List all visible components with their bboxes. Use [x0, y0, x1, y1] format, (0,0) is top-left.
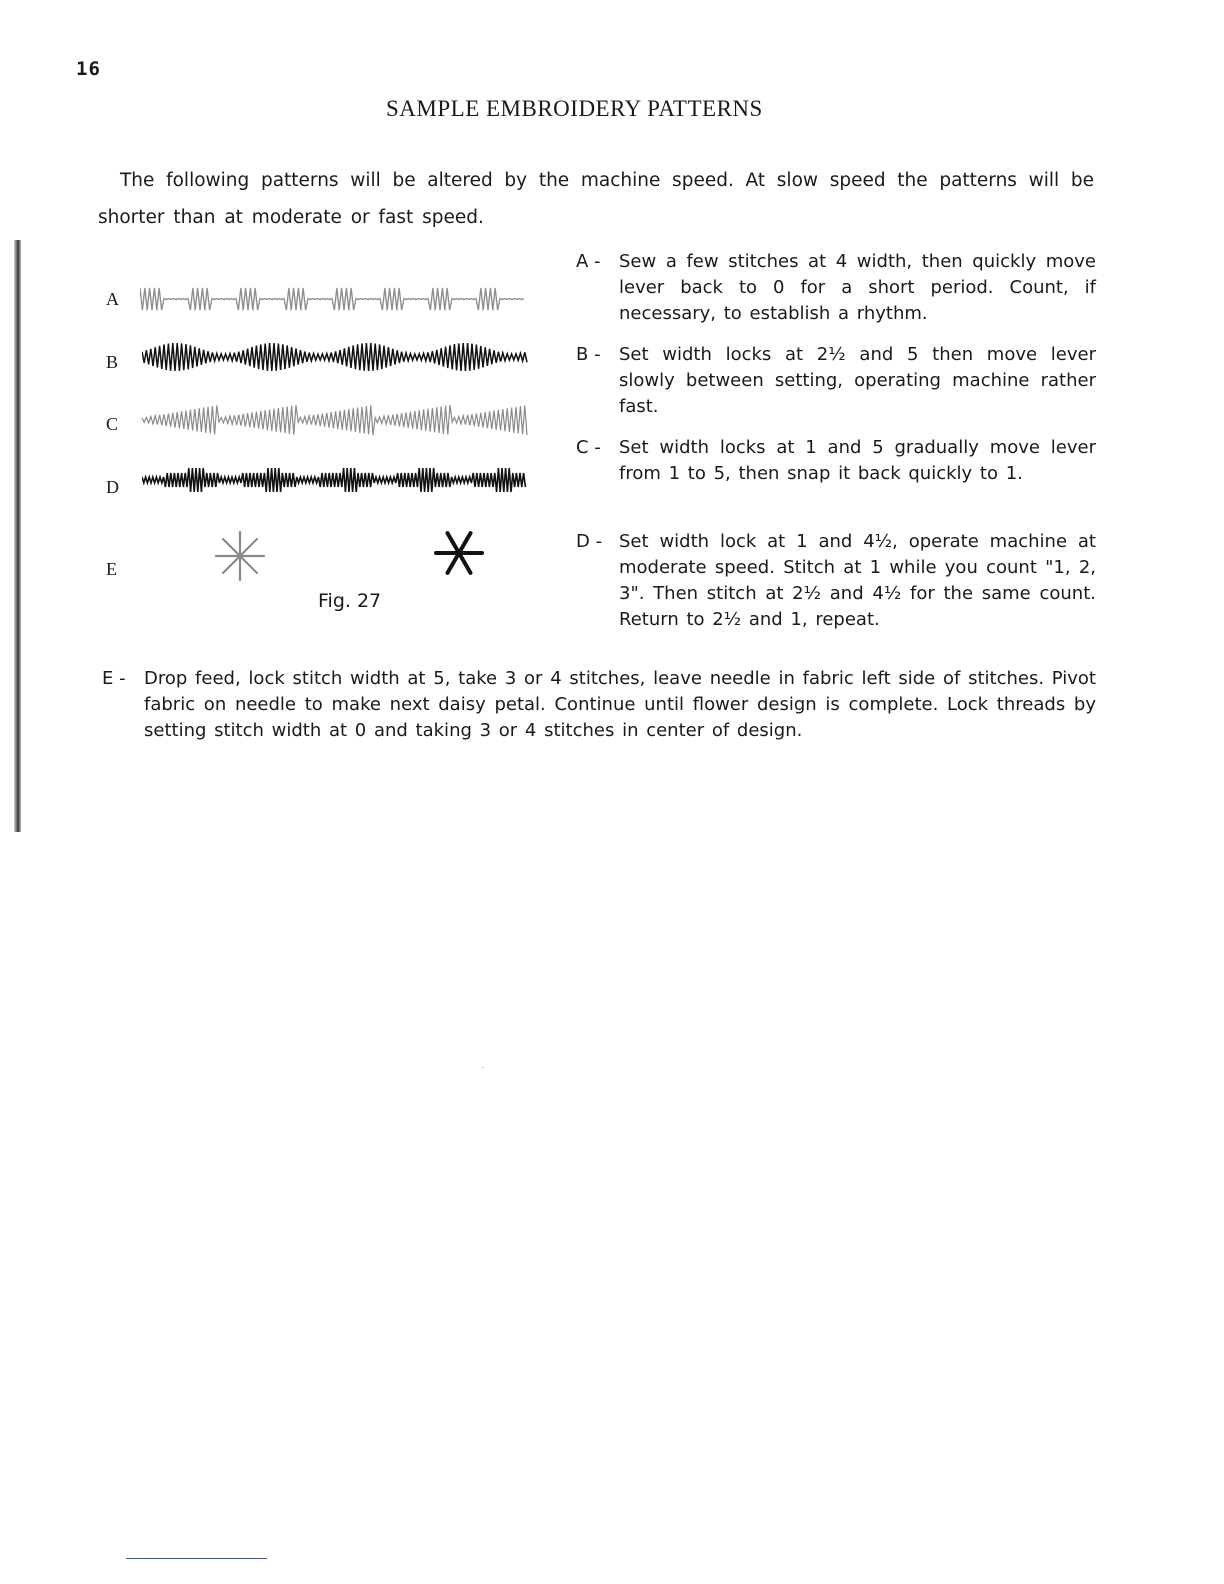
page-number: 16: [76, 58, 101, 80]
figure-label-b: B: [106, 352, 119, 372]
instruction-key-e: E -: [102, 668, 126, 689]
footer-rule: [126, 1558, 267, 1559]
instruction-d: [576, 529, 1096, 633]
instruction-e: [102, 666, 1096, 744]
daisy-light-icon: [212, 528, 268, 584]
daisy-dark-icon: [432, 526, 486, 580]
instruction-key-a: A -: [576, 251, 601, 272]
figure-label-a: A: [106, 289, 119, 309]
instruction-a: [576, 249, 1096, 327]
instruction-text-a: Sew a few stitches at 4 width, then quickly move lever back to 0 for a short period. Count, if necessary, to establish a rhythm.: [619, 251, 1096, 324]
intro-paragraph: The following patterns will be altered by the machine speed. At slow speed the patterns will be shorter than at moderate or fast speed.: [98, 170, 1094, 228]
instruction-c: [576, 435, 1096, 487]
instruction-b: [576, 342, 1096, 420]
stitch-pattern-d: [142, 466, 532, 494]
instruction-text-d: Set width lock at 1 and 4½, operate machine at moderate speed. Stitch at 1 while you count "1, 2, 3". Then stitch at 2½ and 4½ for the same count. Return to 2½ and 1, repeat.: [619, 531, 1096, 630]
instruction-text-c: Set width locks at 1 and 5 gradually move lever from 1 to 5, then snap it back quickly to 1.: [619, 437, 1096, 484]
page-title: SAMPLE EMBROIDERY PATTERNS: [386, 96, 763, 121]
instruction-key-b: B -: [576, 344, 601, 365]
figure-caption: Fig. 27: [318, 590, 382, 612]
figure-label-d: D: [106, 477, 119, 497]
figure-label-c: C: [106, 414, 119, 434]
instruction-text-b: Set width locks at 2½ and 5 then move lever slowly between setting, operating machine rather fast.: [619, 344, 1096, 417]
stitch-pattern-c: [142, 404, 532, 436]
instruction-key-c: C -: [576, 437, 601, 458]
binding-edge-line: [14, 240, 21, 832]
instruction-key-d: D -: [576, 531, 603, 552]
instruction-text-e: Drop feed, lock stitch width at 5, take 3 or 4 stitches, leave needle in fabric left side of stitches. Pivot fabric on needle to make next daisy petal. Continue until flower design is complete. Lock threads by setting stitch width at 0 and taking 3 or 4 stitches in center of design.: [144, 668, 1096, 741]
stitch-pattern-b: [142, 342, 532, 372]
stitch-pattern-a: [140, 282, 530, 316]
scan-speck: [482, 1067, 484, 1068]
figure-label-e: E: [106, 559, 117, 579]
